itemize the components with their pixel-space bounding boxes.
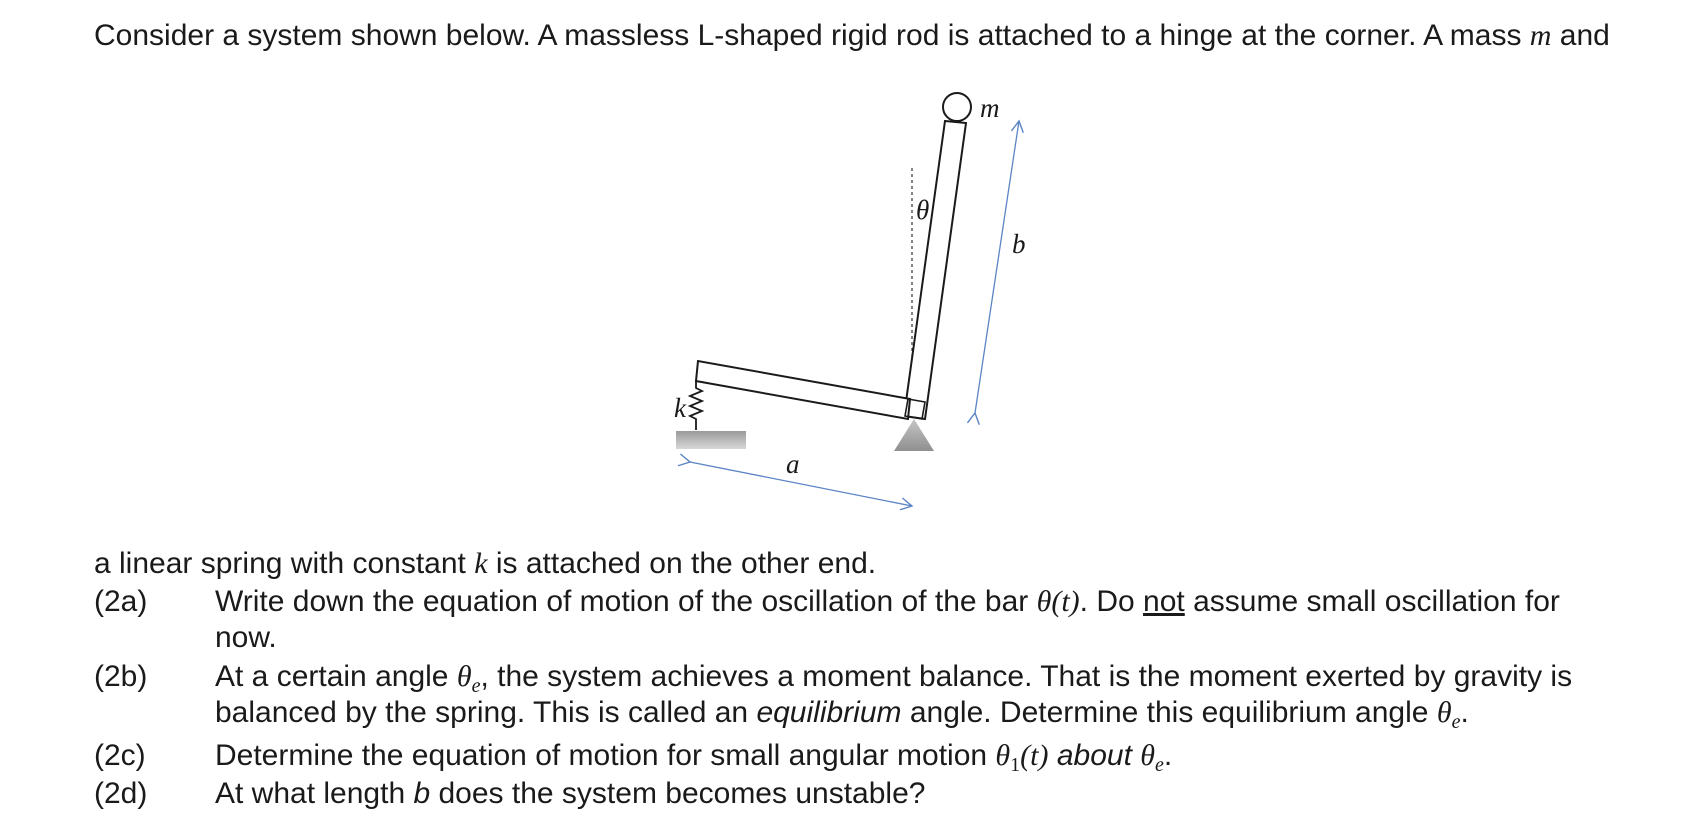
intro-line-2	[94, 546, 876, 582]
about-word: about	[1048, 739, 1141, 772]
b-symbol: b	[413, 777, 431, 810]
intro-text-end: and	[1551, 19, 1610, 52]
intro-text-2: a linear spring with constant	[94, 547, 475, 580]
length-b-label: b	[1012, 229, 1026, 259]
spring-constant-label: k	[674, 393, 686, 423]
question-2b-line-2	[215, 695, 1469, 731]
upright-rod	[904, 121, 966, 419]
mass-label: m	[980, 93, 1000, 123]
q2a-part: assume small oscillation for	[1184, 585, 1560, 618]
q2d-part: does the system becomes unstable?	[430, 777, 926, 810]
theta-t-symbol: θ(t)	[1036, 585, 1080, 618]
theta-e-symbol: θ	[456, 660, 472, 693]
theta-e-symbol: θ	[1140, 739, 1155, 772]
length-a-label: a	[786, 449, 800, 479]
subscript-e: e	[1451, 711, 1461, 733]
q2c-part: Determine the equation of motion for small angular motion	[215, 739, 996, 772]
question-2b-label: (2b)	[94, 660, 148, 693]
equilibrium-word: equilibrium	[756, 696, 902, 729]
q2b-part: angle. Determine this equilibrium angle	[901, 696, 1437, 729]
q2a-part: . Do	[1079, 585, 1144, 618]
question-2d-label: (2d)	[94, 777, 148, 810]
theta-1-symbol: θ	[995, 739, 1011, 772]
q2b-part: .	[1460, 696, 1469, 729]
question-2c-text	[215, 738, 1172, 774]
intro-text: Consider a system shown below. A massless L-shaped rigid rod is attached to a hinge at the corner. A mass	[94, 19, 1530, 52]
horizontal-rod	[696, 361, 910, 419]
subscript-e: e	[471, 675, 481, 697]
theta-label: θ	[916, 195, 930, 225]
ground-block	[676, 431, 746, 449]
q2a-part: Write down the equation of motion of the oscillation of the bar	[215, 585, 1037, 618]
question-2a-text	[215, 584, 1560, 620]
question-2b-text	[215, 659, 1572, 695]
q2c-part: .	[1163, 739, 1173, 772]
question-2c-label: (2c)	[94, 739, 146, 772]
time-arg: (t)	[1020, 739, 1049, 772]
subscript-e: e	[1155, 754, 1164, 776]
spring	[690, 381, 702, 430]
q2d-part: At what length	[215, 777, 414, 810]
question-2a-continuation: now.	[215, 621, 277, 654]
underlined-not: not	[1143, 585, 1185, 618]
q2b-part: At a certain angle	[215, 660, 457, 693]
mass-ball	[943, 93, 971, 121]
question-2a-label: (2a)	[94, 585, 148, 618]
spring-symbol: k	[474, 547, 488, 580]
q2b-part: balanced by the spring. This is called an	[215, 696, 757, 729]
dimension-arrow-b	[975, 121, 1019, 413]
theta-e-symbol: θ	[1436, 696, 1452, 729]
q2b-part: , the system achieves a moment balance. That is the moment exerted by gravity is	[480, 660, 1573, 693]
mass-symbol: m	[1529, 19, 1552, 52]
hinge-support	[894, 419, 934, 451]
question-2d-text	[215, 776, 925, 812]
intro-text-2-end: is attached on the other end.	[487, 547, 877, 580]
dimension-arrow-a	[690, 462, 912, 506]
subscript-1: 1	[1010, 754, 1021, 776]
